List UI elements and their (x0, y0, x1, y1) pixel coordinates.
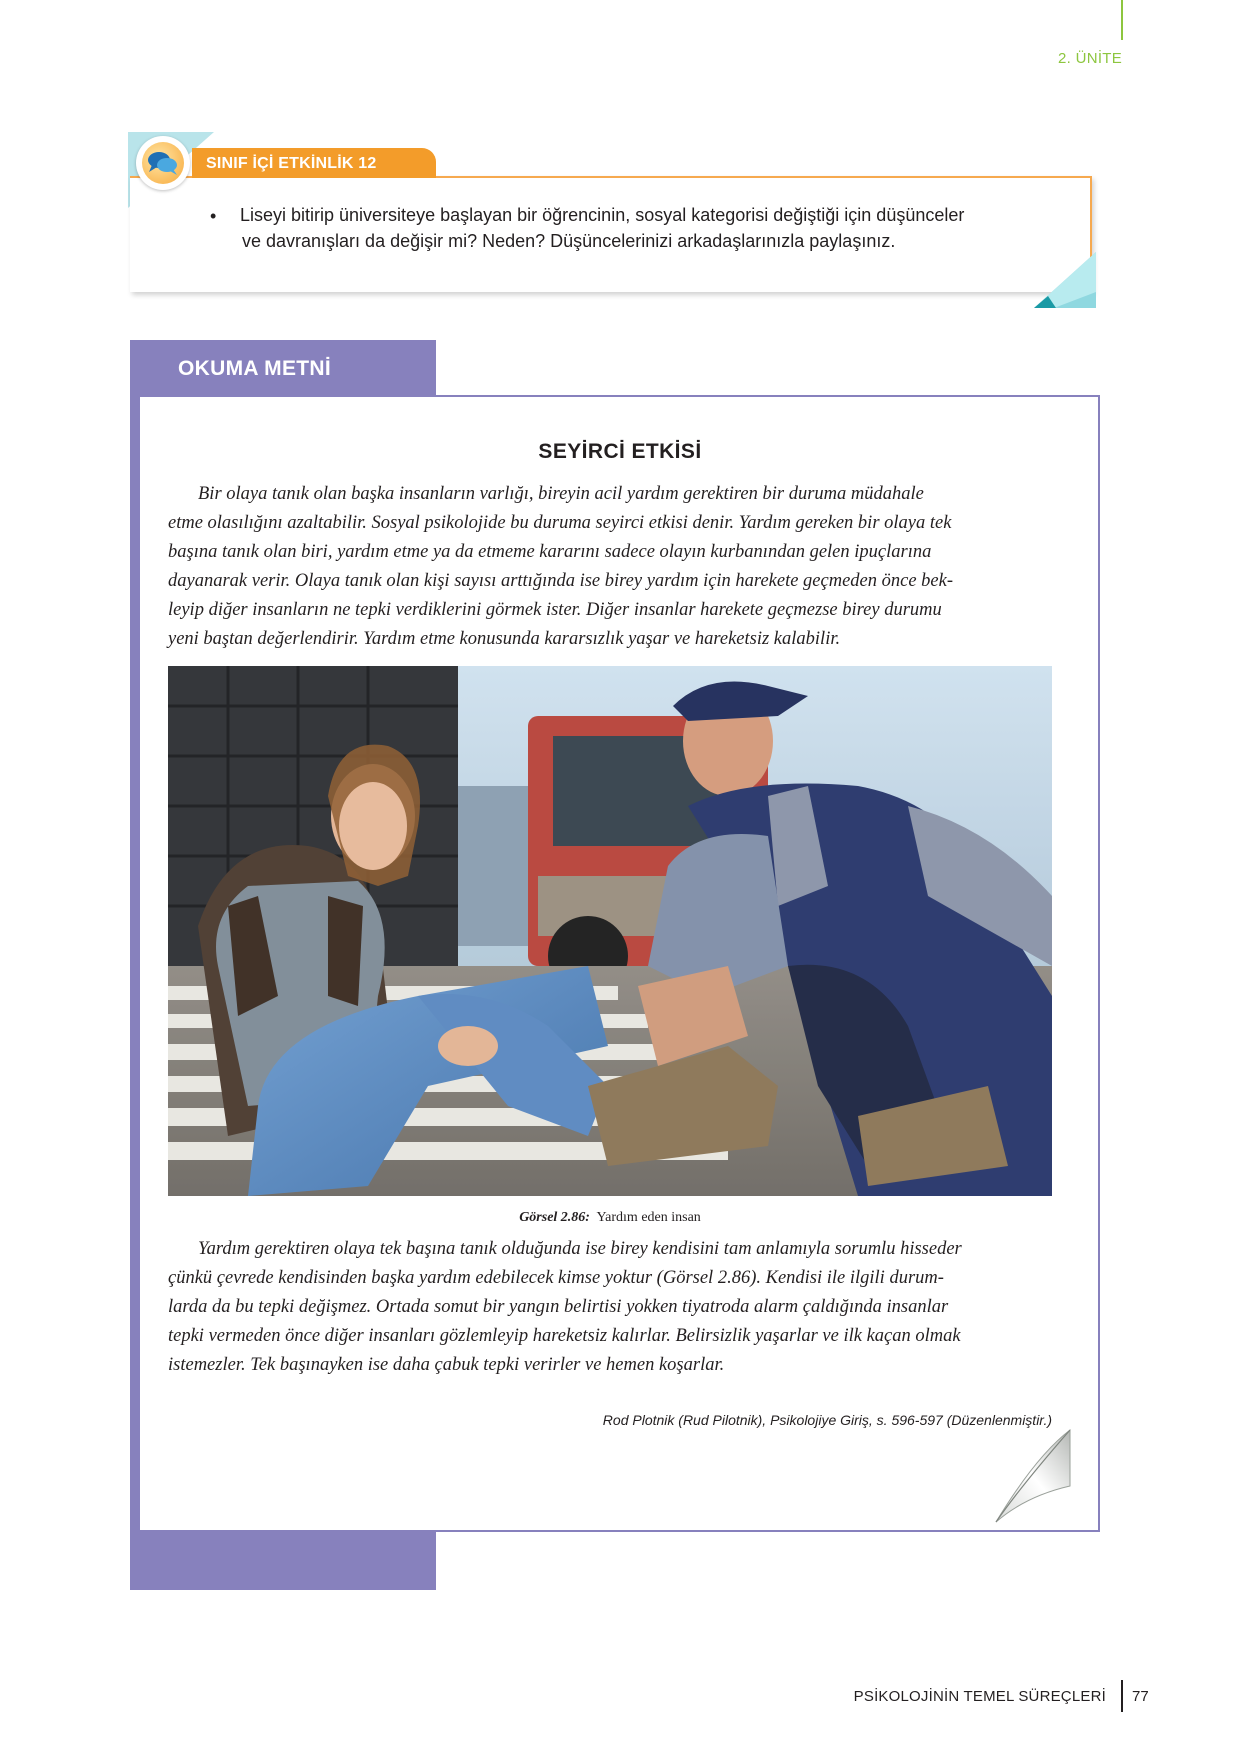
activity-bullet: • (210, 206, 217, 226)
paragraph-line: leyip diğer insanların ne tepki verdiklerini görmek ister. Diğer insanlar harekete geçmezse birey durumu (168, 600, 942, 620)
reading-footer-band (130, 1532, 436, 1590)
source-citation: Rod Plotnik (Rud Pilotnik), Psikolojiye Giriş, s. 596-597 (Düzenlenmiştir.) (602, 1412, 1052, 1428)
paragraph-line: larda da bu tepki değişmez. Ortada somut bir yangın belirtisi yokken tiyatroda alarm çaldığında insanlar (168, 1297, 949, 1317)
paragraph-line: Yardım gerektiren olaya tek başına tanık olduğunda ise birey kendisini tam anlamıyla sorumlu hisseder (198, 1239, 962, 1259)
paragraph-line: Bir olaya tanık olan başka insanların varlığı, bireyin acil yardım gerektiren bir duruma müdahale (198, 484, 924, 504)
paragraph-line: tepki vermeden önce diğer insanları gözlemleyip hareketsiz kalırlar. Belirsizlik yaşarlar ve ilk kaçan olmak (168, 1326, 961, 1346)
page-number: 77 (1132, 1688, 1149, 1705)
caption-text: Yardım eden insan (596, 1210, 701, 1225)
photo-caption (168, 1210, 1052, 1226)
page-curl-decoration (966, 1426, 1072, 1526)
story-title: SEYİRCİ ETKİSİ (538, 440, 702, 463)
reading-header-title: OKUMA METNİ (178, 357, 332, 380)
footer-book-title: PSİKOLOJİNİN TEMEL SÜREÇLERİ (853, 1688, 1106, 1705)
activity-line: ve davranışları da değişir mi? Neden? Düşüncelerinizi arkadaşlarınızla paylaşınız. (242, 231, 896, 251)
unit-label: 2. ÜNİTE (1058, 50, 1123, 67)
paragraph-line: başına tanık olan biri, yardım etme ya da etmeme kararını sadece olayın kurbanından gelen ipuçlarına (168, 542, 932, 562)
paragraph-line: istemezler. Tek başınayken ise daha çabuk tepki verirler ve hemen koşarlar. (168, 1355, 725, 1375)
unit-divider (1121, 0, 1123, 40)
paragraph-line: dayanarak verir. Olaya tanık olan kişi sayısı arttığında ise birey yardım için harekete geçmeden önce bek- (168, 571, 954, 591)
paragraph-1 (168, 480, 1052, 654)
footer-divider (1121, 1680, 1123, 1712)
activity-question (240, 202, 1060, 254)
paragraph-line: çünkü çevrede kendisinden başka yardım edebilecek kimse yoktur (Görsel 2.86). Kendisi ile ilgili durum- (168, 1268, 944, 1288)
paragraph-line: yeni baştan değerlendirir. Yardım etme konusunda kararsızlık yaşar ve hareketsiz kalabilir. (168, 629, 841, 649)
paragraph-line: etme olasılığını azaltabilir. Sosyal psikolojide bu duruma seyirci etkisi denir. Yardım gereken bir olaya tek (168, 513, 952, 533)
activity-title: SINIF İÇİ ETKİNLİK 12 (206, 155, 377, 172)
speech-bubbles-icon (136, 136, 190, 190)
activity-corner-fold (1034, 252, 1096, 308)
caption-label: Görsel 2.86: (519, 1210, 590, 1225)
photo-helping-person (168, 666, 1052, 1196)
activity-line: Liseyi bitirip üniversiteye başlayan bir öğrencinin, sosyal kategorisi değiştiği için düşünceler (240, 205, 965, 225)
paragraph-2 (168, 1235, 1052, 1380)
